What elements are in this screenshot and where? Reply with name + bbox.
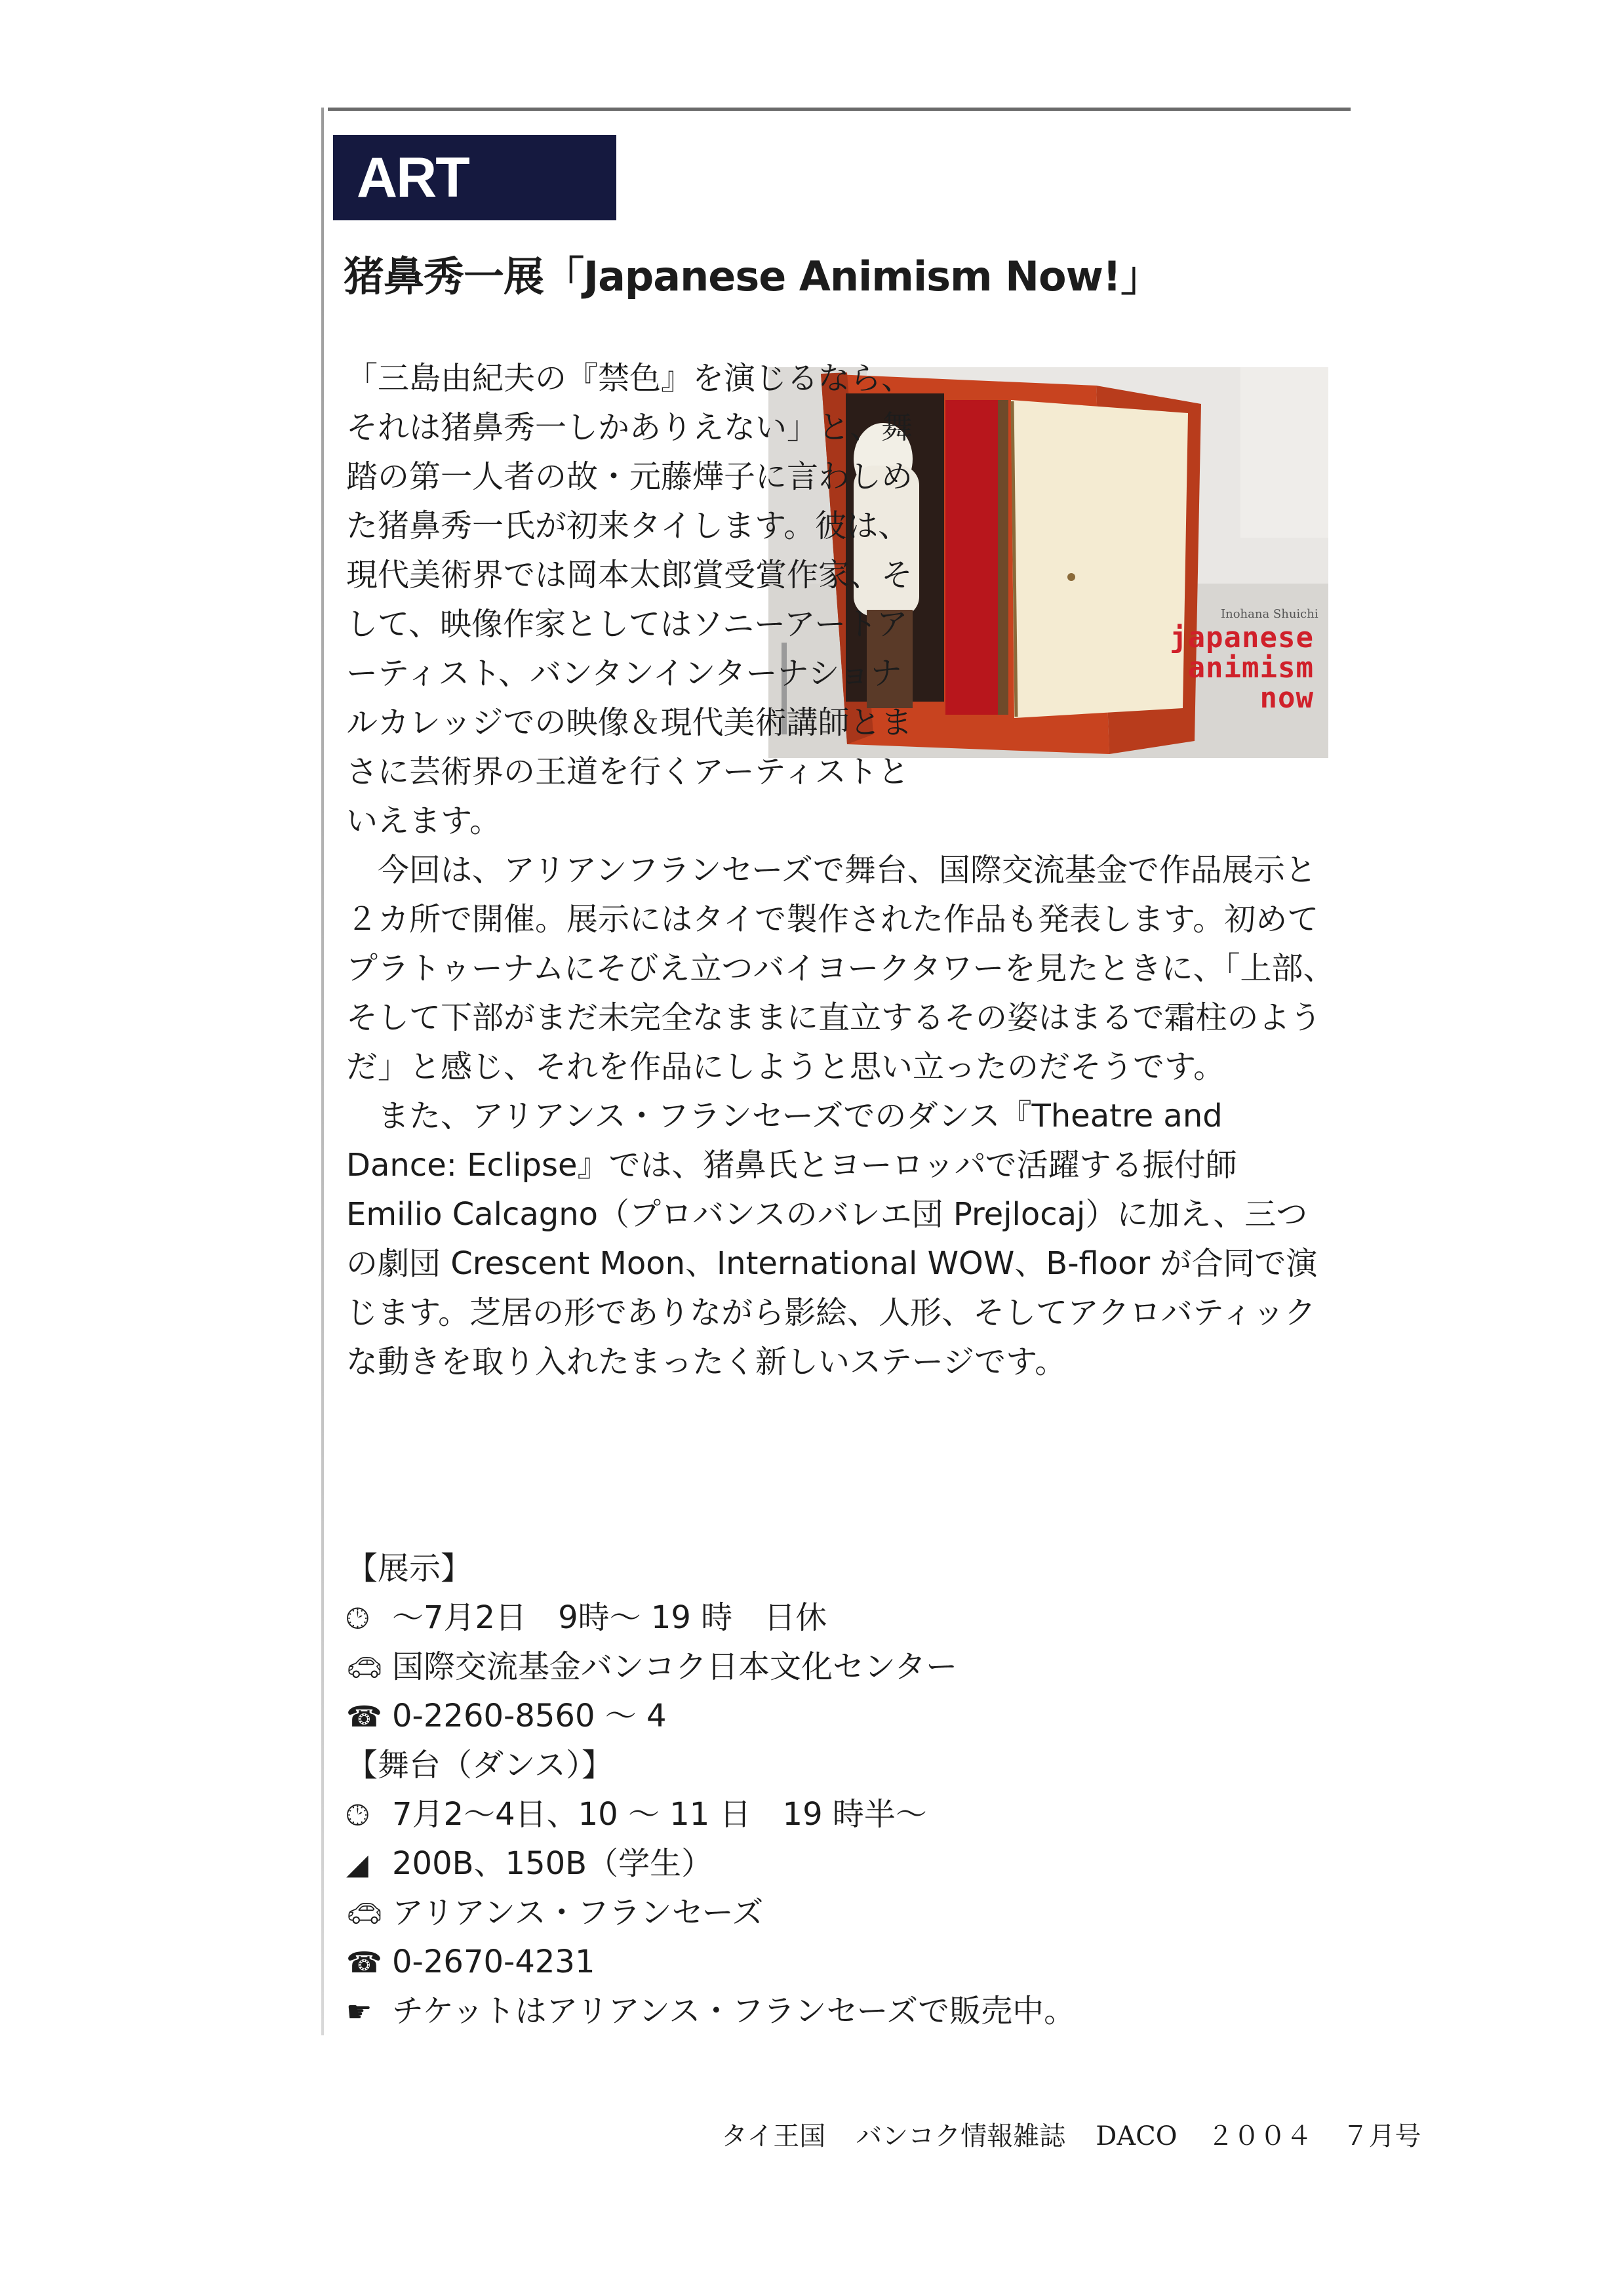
body-paragraph-2: 今回は、アリアンフランセーズで舞台、国際交流基金で作品展示と２カ所で開催。展示にはタイで製作された作品も発表します。初めてプラトゥーナムにそびえ立つバイヨークタワーを見たときに、「上部、そして下部がまだ未完全なままに直立するその姿はまるで霜柱のようだ」と感じ、それを作品にしようと思い立ったのだそうです。 <box>346 852 1335 1085</box>
exhibition-venue-row <box>346 1643 1336 1692</box>
photo-text-wrap-gap <box>926 354 1336 789</box>
stage-phone-row <box>346 1938 1336 1987</box>
photo-logo-line-1: japanese <box>1170 621 1314 654</box>
exhibition-heading: 【展示】 <box>346 1550 473 1587</box>
exhibition-hours-row <box>346 1593 1336 1643</box>
exhibition-phone: 0-2260-8560 ～ 4 <box>392 1698 667 1734</box>
car-icon: 🚗︎ <box>346 1897 383 1930</box>
car-icon: 🚗︎ <box>346 1651 383 1685</box>
photo-logo-line-3: now <box>1259 681 1314 715</box>
article-headline: 猪鼻秀一展「Japanese Animism Now!」 <box>344 252 1161 300</box>
page-footer <box>721 2115 1469 2153</box>
pointing-hand-icon: ☛ <box>346 1995 372 2029</box>
stage-hours-row <box>346 1790 1336 1839</box>
exhibition-hours: ～7月2日 9時～ 19 時 日休 <box>392 1599 827 1636</box>
exhibition-phone-row <box>346 1692 1336 1741</box>
clock-icon: 🕑︎ <box>346 1799 369 1832</box>
phone-icon: ☎ <box>346 1700 382 1734</box>
event-info <box>346 1544 1336 2036</box>
footer-magazine: バンコク情報雑誌 <box>856 2121 1066 2151</box>
stage-note-row <box>346 1987 1336 2036</box>
clock-icon: 🕑︎ <box>346 1602 369 1635</box>
section-tag: ART <box>333 135 616 220</box>
photo-logo-line-2: animism <box>1187 651 1314 685</box>
footer-country: タイ王国 <box>721 2121 826 2151</box>
exhibition-venue: 国際交流基金バンコク日本文化センター <box>392 1648 958 1685</box>
page-frame-top-rule <box>328 108 1351 111</box>
body-paragraph-1: 「三島由紀夫の『禁色』を演じるなら、それは猪鼻秀一しかありえない」と、舞踏の第一人者の故・元藤燁子に言わしめた猪鼻秀一氏が初来タイします。彼は、現代美術界では岡本太郎賞受賞作家、そして、映像作家としてはソニーアートアーティスト、バンタンインターナショナルカレッジでの映像＆現代美術講師とまさに芸術界の王道を行くアーティストといえます。 <box>346 360 913 839</box>
stage-price: 200B、150B（学生） <box>392 1845 713 1882</box>
phone-icon: ☎ <box>346 1946 382 1980</box>
stage-venue-row <box>346 1888 1336 1938</box>
ticket-icon: ◢ <box>346 1848 368 1881</box>
stage-heading: 【舞台（ダンス）】 <box>346 1747 614 1784</box>
stage-ticket-note: チケットはアリアンス・フランセーズで販売中。 <box>392 1993 1076 2029</box>
footer-brand: DACO <box>1096 2121 1178 2151</box>
body-paragraph-3: また、アリアンス・フランセーズでのダンス『Theatre and Dance: Eclipse』では、猪鼻氏とヨーロッパで活躍する振付師 Emilio Calcagno（プロバンスのバレエ団 Prejlocaj）に加え、三つの劇団 Crescent Moon、International WOW、B-floor が合同で演じます。芝居の形でありながら影絵、人形、そしてアクロバティックな動きを取り入れたまったく新しいステージです。 <box>346 1098 1318 1380</box>
stage-venue: アリアンス・フランセーズ <box>392 1894 764 1931</box>
footer-issue: ７月号 <box>1342 2121 1421 2151</box>
stage-price-row <box>346 1839 1336 1888</box>
stage-hours: 7月2～4日、10 ～ 11 日 19 時半～ <box>392 1796 927 1833</box>
article-body <box>346 354 1336 1387</box>
photo-artist-caption: Inohana Shuichi <box>1221 607 1318 621</box>
stage-phone: 0-2670-4231 <box>392 1944 595 1980</box>
footer-year: ２００４ <box>1207 2121 1313 2151</box>
page-frame-left-rule <box>321 108 324 2035</box>
